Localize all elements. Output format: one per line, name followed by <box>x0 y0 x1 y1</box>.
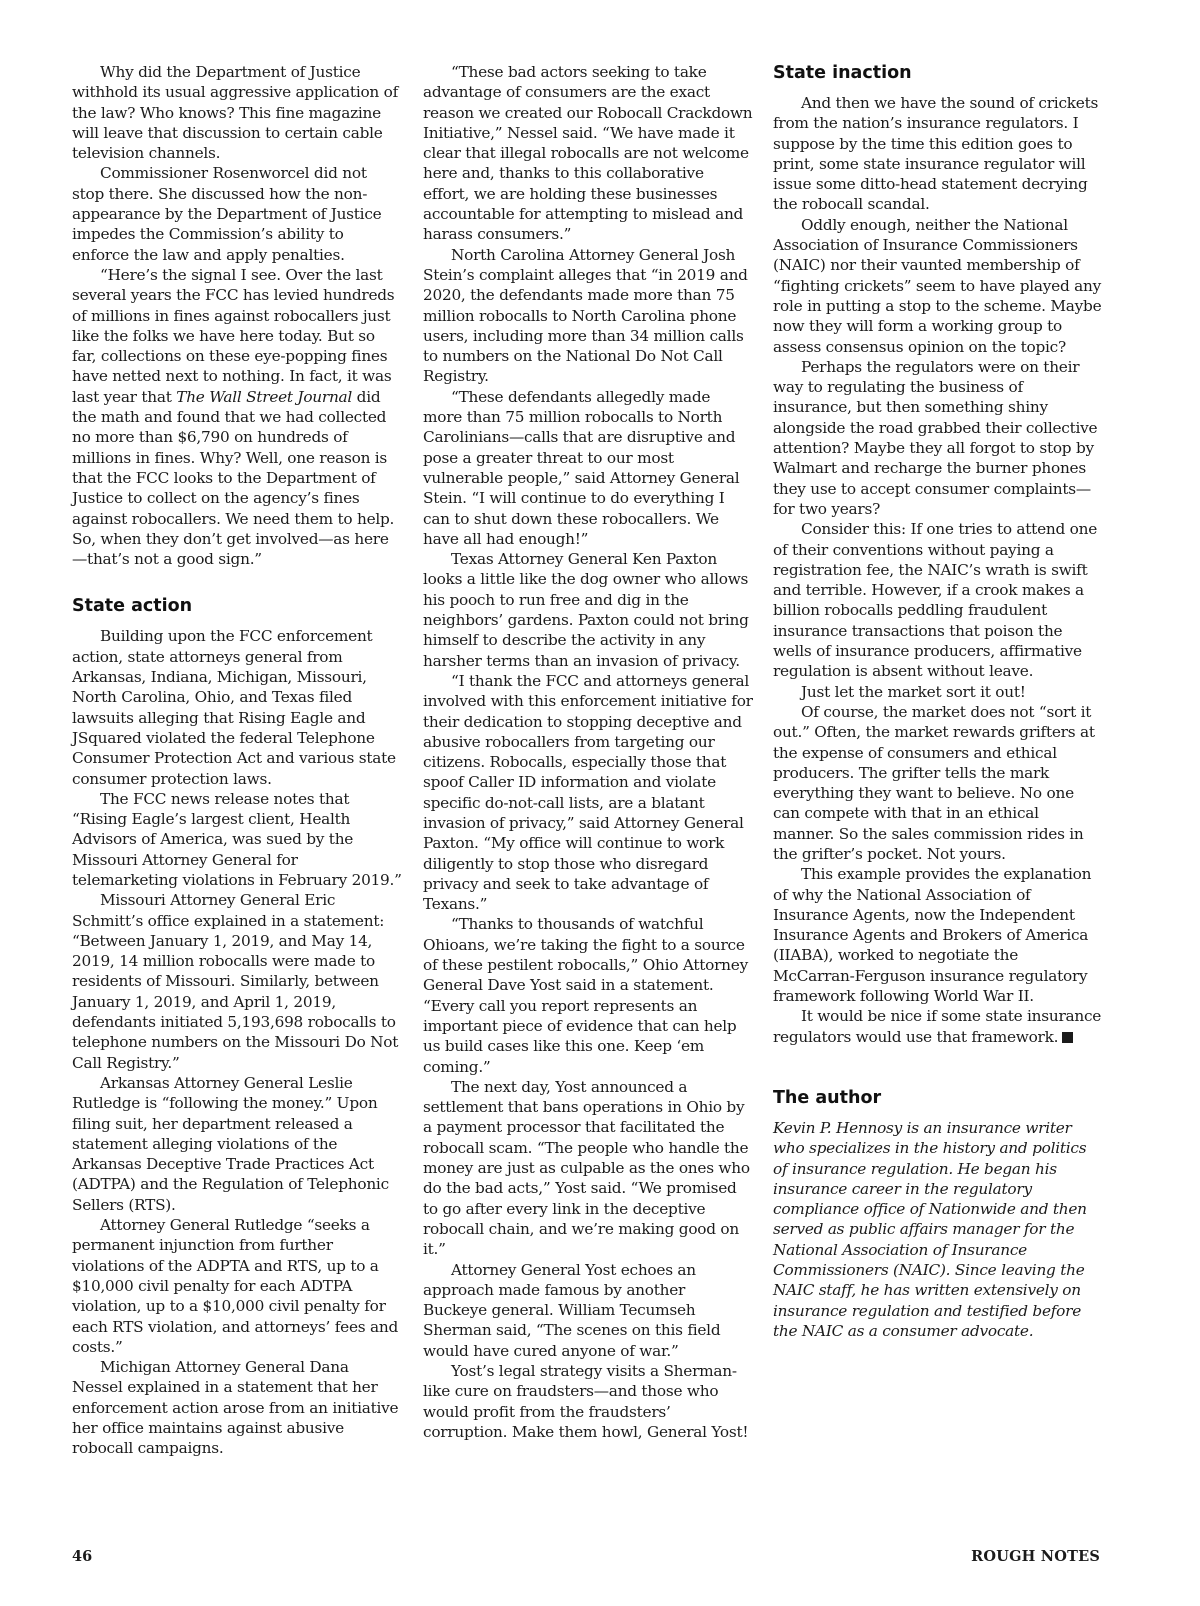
paragraph: The FCC news release notes that “Rising Eagle’s largest client, Health Advisors of America, was sued by the Missouri Attorney General for telemarketing violations in February 2019.” <box>72 789 402 889</box>
magazine-name: ROUGH NOTES <box>971 1548 1100 1565</box>
section-heading-state-inaction: State inaction <box>773 63 912 83</box>
article-column-1 <box>72 62 402 1459</box>
paragraph: Texas Attorney General Ken Paxton looks a little like the dog owner who allows his pooch to run free and dig in the neighbors’ gardens. Paxton could not bring himself to describe the activity in any harsher terms than an invasion of privacy. <box>423 550 749 670</box>
paragraph: Of course, the market does not “sort it out.” Often, the market rewards grifters at the expense of consumers and ethical producers. The grifter tells the mark everything they want to believe. No one can compete with that in an ethical manner. So the sales commission rides in the grifter’s pocket. Not yours. <box>773 702 1095 863</box>
paragraph: Consider this: If one tries to attend one of their conventions without paying a registration fee, the NAIC’s wrath is swift and terrible. However, if a crook makes a billion robocalls peddling fraudulent insurance transactions that poison the wells of insurance producers, affirmative regulation is absent without leave. <box>773 520 1098 681</box>
text-span: did the math and found that we had collected no more than $6,790 on hundreds of millions in fines. Why? Well, one reason is that the FCC looks to the Department of Justice to collect on the agency’s fines against robocallers. We need them to help. So, when they don’t get involved—as here—that’s not a good sign.” <box>72 387 395 569</box>
paragraph-final <box>773 1006 1103 1047</box>
text-span: It would be nice if some state insurance regulators would use that framework. <box>773 1007 1102 1046</box>
publication-title: The Wall Street Journal <box>176 387 353 406</box>
paragraph: Michigan Attorney General Dana Nessel explained in a statement that her enforcement action arose from an initiative her office maintains against abusive robocall campaigns. <box>72 1358 399 1458</box>
paragraph: And then we have the sound of crickets from the nation’s insurance regulators. I suppose by the time this edition goes to print, some state insurance regulator will issue some ditto-head statement decrying the robocall scandal. <box>773 94 1099 214</box>
paragraph: Missouri Attorney General Eric Schmitt’s office explained in a statement: “Between January 1, 2019, and May 14, 2019, 14 million robocalls were made to residents of Missouri. Similarly, between January 1, 2019, and April 1, 2019, defendants initiated 5,193,698 robocalls to telephone numbers on the Missouri Do Not Call Registry.” <box>72 891 399 1072</box>
section-heading-author: The author <box>773 1087 882 1108</box>
text-span: “Here’s the signal I see. Over the last several years the FCC has levied hundreds of millions in fines against robocallers just like the folks we have here today. But so far, collections on these eye-popping fines have netted next to nothing. In fact, it was last year that <box>72 265 395 406</box>
paragraph: Why did the Department of Justice withhold its usual aggressive application of the law? Who knows? This fine magazine will leave that discussion to certain cable television channels. <box>72 63 399 163</box>
paragraph: North Carolina Attorney General Josh Stein’s complaint alleges that “in 2019 and 2020, the defendants made more than 75 million robocalls to North Carolina phone users, including more than 34 million calls to numbers on the National Do Not Call Registry. <box>423 245 748 386</box>
article-column-2 <box>423 62 753 1442</box>
paragraph: “Thanks to thousands of watchful Ohioans, we’re taking the fight to a source of these pestilent robocalls,” Ohio Attorney General Dave Yost said in a statement. “Every call you report represents an important piece of evidence that can help us build cases like this one. Keep ‘em coming.” <box>423 915 748 1076</box>
paragraph: Oddly enough, neither the National Association of Insurance Commissioners (NAIC) nor their vaunted membership of “fighting crickets” seem to have played any role in putting a stop to the scheme. Maybe now they will form a working group to assess consensus opinion on the topic? <box>773 215 1102 356</box>
paragraph: Perhaps the regulators were on their way to regulating the business of insurance, but then something shiny alongside the road grabbed their collective attention? Maybe they all forgot to stop by Walmart and recharge the burner phones they use to accept consumer complaints—for two years? <box>773 357 1098 518</box>
paragraph: “I thank the FCC and attorneys general involved with this enforcement initiative for their dedication to stopping deceptive and abusive robocallers from targeting our citizens. Robocalls, especially those that spoof Caller ID information and violate specific do-not-call lists, are a blatant invasion of privacy,” said Attorney General Paxton. “My office will continue to work diligently to stop those who disregard privacy and seek to take advantage of Texans.” <box>423 671 753 914</box>
paragraph: Commissioner Rosenworcel did not stop there. She discussed how the non-appearance by the Department of Justice impedes the Commission’s ability to enforce the law and apply penalties. <box>72 164 382 264</box>
paragraph: Yost’s legal strategy visits a Sherman-like cure on fraudsters—and those who would profit from the fraudsters’ corruption. Make them howl, General Yost! <box>423 1362 749 1441</box>
paragraph: This example provides the explanation of why the National Association of Insurance Agents, now the Independent Insurance Agents and Brokers of America (IIABA), worked to negotiate the McCarran-Ferguson insurance regulatory framework following World War II. <box>773 865 1092 1006</box>
paragraph: Arkansas Attorney General Leslie Rutledge is “following the money.” Upon filing suit, her department released a statement alleging violations of the Arkansas Deceptive Trade Practices Act (ADTPA) and the Regulation of Telephonic Sellers (RTS). <box>72 1073 389 1214</box>
paragraph: The next day, Yost announced a settlement that bans operations in Ohio by a payment processor that facilitated the robocall scam. “The people who handle the money are just as culpable as the ones who do the bad acts,” Yost said. “We promised to go after every link in the deceptive robocall chain, and we’re making good on it.” <box>423 1077 750 1259</box>
end-of-article-mark <box>1062 1032 1073 1043</box>
author-bio: Kevin P. Hennosy is an insurance writer who specializes in the history and politics of insurance regulation. He began his insurance career in the regulatory compliance office of Nationwide and then served as public affairs manager for the National Association of Insurance Commissioners (NAIC). Since leaving the NAIC staff, he has written extensively on insurance regulation and testified before the NAIC as a consumer advocate. <box>773 1118 1087 1340</box>
section-heading-state-action: State action <box>72 596 193 617</box>
paragraph: “These defendants allegedly made more than 75 million robocalls to North Carolinians—calls that are disruptive and pose a greater threat to our most vulnerable people,” said Attorney General Stein. “I will continue to do everything I can to shut down these robocallers. We have all had enough!” <box>423 387 740 548</box>
paragraph: Attorney General Yost echoes an approach made famous by another Buckeye general. William Tecumseh Sherman said, “The scenes on this field would have cured anyone of war.” <box>423 1260 721 1360</box>
paragraph: Just let the market sort it out! <box>801 682 1026 701</box>
paragraph-wsj-quote <box>72 265 402 569</box>
page-number: 46 <box>72 1548 93 1565</box>
paragraph: “These bad actors seeking to take advantage of consumers are the exact reason we created our Robocall Crackdown Initiative,” Nessel said. “We have made it clear that illegal robocalls are not welcome here and, thanks to this collaborative effort, we are holding these businesses accountable for attempting to mislead and harass consumers.” <box>423 63 753 244</box>
article-column-3 <box>773 62 1103 1341</box>
paragraph: Building upon the FCC enforcement action, state attorneys general from Arkansas, Indiana, Michigan, Missouri, North Carolina, Ohio, and Texas filed lawsuits alleging that Rising Eagle and JSquared violated the federal Telephone Consumer Protection Act and various state consumer protection laws. <box>72 627 396 788</box>
paragraph: Attorney General Rutledge “seeks a permanent injunction from further violations of the ADPTA and RTS, up to a $10,000 civil penalty for each ADTPA violation, up to a $10,000 civil penalty for each RTS violation, and attorneys’ fees and costs.” <box>72 1216 399 1356</box>
